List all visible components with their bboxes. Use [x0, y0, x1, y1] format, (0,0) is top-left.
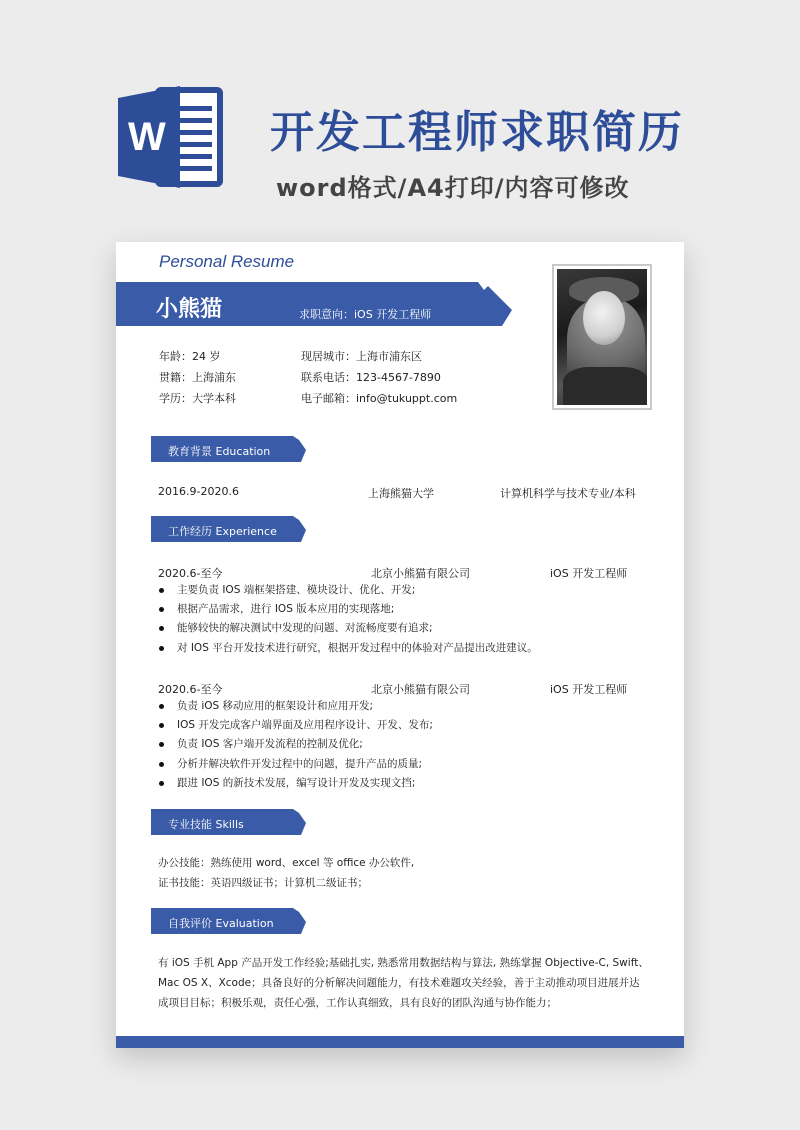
info-hometown: 贯籍：上海浦东 [159, 371, 236, 384]
section-experience-title: 工作经历 Experience [168, 525, 277, 538]
candidate-name: 小熊猫 [156, 297, 223, 322]
job-role: iOS 开发工程师 [550, 567, 628, 580]
evaluation-line: 成项目目标；积极乐观，责任心强，工作认真细致，具有良好的团队沟通与协作能力； [158, 997, 557, 1009]
section-evaluation-title: 自我评价 Evaluation [168, 917, 274, 930]
word-icon [118, 84, 226, 190]
duty-item: IOS 开发完成客户端界面及应用程序设计、开发、发布; [158, 716, 433, 735]
banner-subtitle: word格式/A4打印/内容可修改 [276, 174, 630, 202]
evaluation-line: Mac OS X、Xcode；具备良好的分析解决问题能力，有技术难题攻关经验，善于主动推动项目进展并达 [158, 977, 640, 989]
info-education: 学历：大学本科 [159, 392, 236, 405]
job-1-duties [158, 581, 538, 658]
duty-item: 跟进 IOS 的新技术发展，编写设计开发及实现文挡; [158, 774, 433, 793]
section-skills [151, 809, 306, 837]
skill-line: 办公技能：熟练使用 word、excel 等 office 办公软件, [158, 857, 415, 869]
duty-item: 主要负责 IOS 端框架搭建、模块设计、优化、开发; [158, 581, 538, 600]
section-education-title: 教育背景 Education [168, 445, 271, 458]
education-school: 上海熊猫大学 [368, 487, 434, 500]
section-experience [151, 516, 306, 544]
education-period: 2016.9-2020.6 [158, 485, 239, 498]
job-objective: 求职意向：iOS 开发工程师 [299, 308, 432, 321]
info-city: 现居城市：上海市浦东区 [301, 350, 422, 363]
education-major: 计算机科学与技术专业/本科 [500, 487, 636, 500]
section-skills-title: 专业技能 Skills [168, 818, 244, 831]
job-period: 2020.6-至今 [158, 567, 223, 580]
svg-text:W: W [128, 115, 166, 159]
page-bottom-bar [116, 1036, 684, 1048]
skills-list [158, 853, 414, 893]
job-company: 北京小熊猫有限公司 [371, 683, 470, 696]
section-education [151, 436, 306, 464]
duty-item: 负责 iOS 移动应用的框架设计和应用开发; [158, 697, 433, 716]
job-period: 2020.6-至今 [158, 683, 223, 696]
duty-item: 根据产品需求，进行 IOS 版本应用的实现落地; [158, 600, 538, 619]
evaluation-text [158, 953, 649, 1013]
duty-item: 分析并解决软件开发过程中的问题，提升产品的质量; [158, 755, 433, 774]
profile-photo [552, 264, 652, 410]
info-age: 年龄：24 岁 [159, 350, 221, 363]
banner-title: 开发工程师求职简历 [270, 107, 684, 158]
job-2-duties [158, 697, 433, 793]
job-role: iOS 开发工程师 [550, 683, 628, 696]
duty-item: 负责 IOS 客户端开发流程的控制及优化; [158, 735, 433, 754]
job-company: 北京小熊猫有限公司 [371, 567, 470, 580]
duty-item: 对 IOS 平台开发技术进行研究，根据开发过程中的体验对产品提出改进建议。 [158, 639, 538, 658]
skill-line: 证书技能：英语四级证书；计算机二级证书； [158, 877, 368, 889]
resume-header-label: Personal Resume [159, 252, 295, 271]
info-email: 电子邮箱：info@tukuppt.com [301, 392, 458, 405]
evaluation-line: 有 iOS 手机 App 产品开发工作经验;基础扎实, 熟悉常用数据结构与算法, 熟练掌握 Objective-C, Swift、 [158, 957, 649, 969]
duty-item: 能够较快的解决测试中发现的问题、对流畅度要有追求; [158, 619, 538, 638]
resume-page [116, 242, 684, 1048]
info-phone: 联系电话：123-4567-7890 [301, 371, 441, 384]
section-evaluation [151, 908, 306, 936]
